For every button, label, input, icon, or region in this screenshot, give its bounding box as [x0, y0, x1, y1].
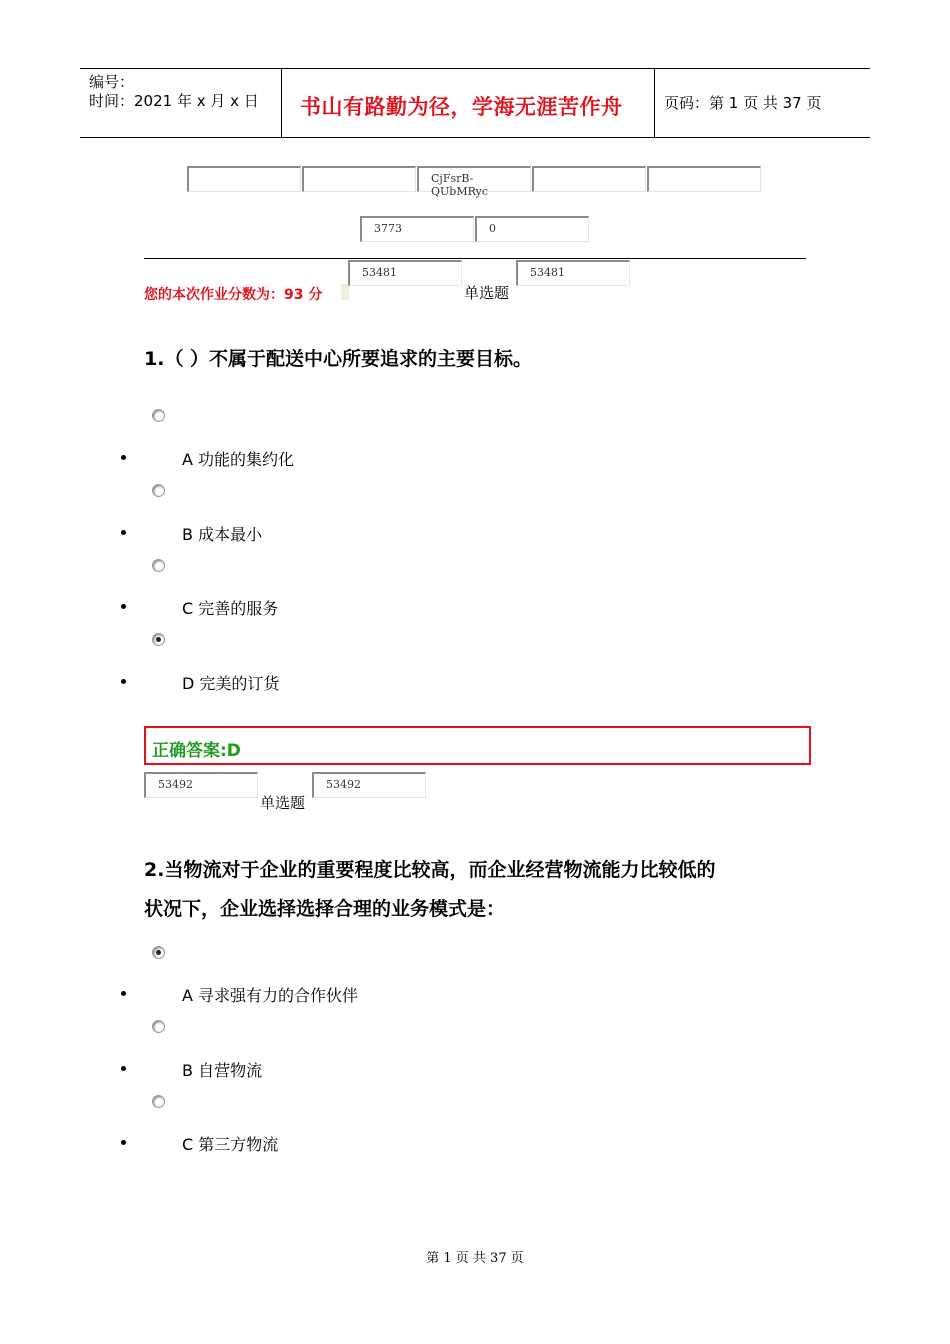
question-id-field[interactable]: 53481	[348, 260, 462, 286]
correct-answer-box	[144, 726, 811, 765]
question-2-title-line1: 2.当物流对于企业的重要程度比较高，而企业经营物流能力比较低的	[144, 859, 716, 881]
question-1-title: 1.（ ）不属于配送中心所要追求的主要目标。	[144, 348, 533, 370]
page-number-label: 页码：第 1 页 共 37 页	[664, 94, 822, 112]
question-2-title-line2: 状况下，企业选择选择合理的业务模式是：	[144, 898, 506, 920]
question-id-field[interactable]: 53481	[516, 260, 630, 286]
hidden-field-code[interactable]: CjFsrB-QUbMRyc	[417, 166, 531, 192]
hidden-field-id[interactable]: 3773	[360, 216, 474, 242]
radio-q1-b[interactable]	[152, 484, 165, 497]
radio-q2-b[interactable]	[152, 1020, 165, 1033]
hidden-field[interactable]	[647, 166, 761, 192]
question-type-label: 单选题	[464, 284, 510, 302]
bullet	[121, 455, 126, 460]
radio-q1-c[interactable]	[152, 559, 165, 572]
radio-q1-a[interactable]	[152, 409, 165, 422]
header-divider	[654, 69, 655, 137]
radio-q1-d-selected[interactable]	[152, 633, 165, 646]
header-divider	[281, 69, 282, 137]
bullet	[121, 991, 126, 996]
bullet	[121, 1140, 126, 1145]
option-q2-b: B 自营物流	[182, 1061, 263, 1080]
option-q1-c: C 完善的服务	[182, 599, 279, 618]
option-q2-a: A 寻求强有力的合作伙伴	[182, 986, 359, 1005]
question-id-field[interactable]: 53492	[312, 772, 426, 798]
score-text: 您的本次作业分数为：93 分	[144, 287, 323, 303]
bullet	[121, 1066, 126, 1071]
hidden-field[interactable]	[187, 166, 301, 192]
question-id-field[interactable]: 53492	[144, 772, 258, 798]
date-label: 时间：2021 年 x 月 x 日	[89, 92, 259, 110]
divider-line	[144, 258, 806, 259]
question-type-label: 单选题	[260, 794, 306, 812]
number-label: 编号：	[89, 73, 135, 91]
correct-answer-text: 正确答案:D	[152, 741, 241, 761]
radio-q2-c[interactable]	[152, 1095, 165, 1108]
option-q2-c: C 第三方物流	[182, 1135, 279, 1154]
bullet	[121, 604, 126, 609]
hidden-field[interactable]	[532, 166, 646, 192]
bullet	[121, 530, 126, 535]
radio-q2-a-selected[interactable]	[152, 946, 165, 959]
bullet	[121, 679, 126, 684]
option-q1-b: B 成本最小	[182, 525, 263, 544]
page-header	[80, 68, 870, 138]
score-marker	[341, 284, 349, 300]
header-motto: 书山有路勤为径，学海无涯苦作舟	[300, 95, 623, 119]
option-q1-a: A 功能的集约化	[182, 450, 295, 469]
page-footer: 第 1 页 共 37 页	[426, 1251, 524, 1266]
option-q1-d: D 完美的订货	[182, 674, 280, 693]
hidden-field[interactable]	[302, 166, 416, 192]
hidden-field-zero[interactable]: 0	[475, 216, 589, 242]
